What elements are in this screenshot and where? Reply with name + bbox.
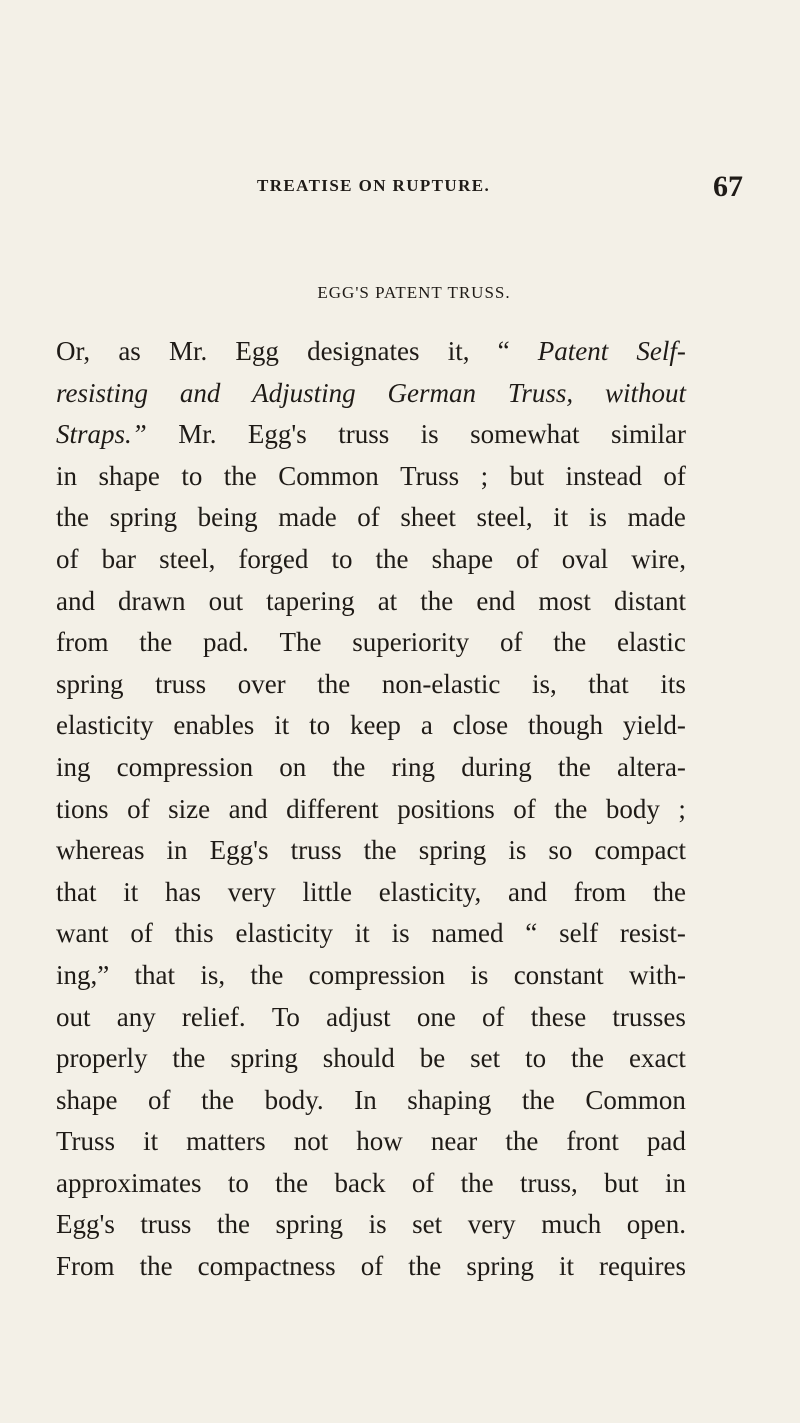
- word: ing: [56, 751, 91, 782]
- word: is: [420, 419, 439, 450]
- word: these: [530, 1001, 587, 1032]
- word: of: [148, 1084, 171, 1115]
- word: Patent: [537, 336, 609, 366]
- word: want: [56, 918, 109, 949]
- word: truss: [140, 1209, 192, 1240]
- word: open.: [626, 1209, 686, 1240]
- word: the: [554, 793, 588, 824]
- word: German: [387, 377, 477, 408]
- word: distant: [613, 585, 686, 616]
- section-heading: EGG'S PATENT TRUSS.: [317, 283, 511, 302]
- word: the: [250, 959, 284, 990]
- word: truss: [290, 835, 342, 866]
- body-text: [56, 331, 686, 1288]
- word: elasticity: [56, 710, 154, 741]
- word: and: [228, 793, 268, 824]
- running-head: [0, 170, 800, 210]
- word: the: [571, 1043, 605, 1074]
- word: truss: [338, 419, 390, 450]
- word: of: [360, 1251, 384, 1282]
- word: from: [56, 627, 109, 658]
- word: it: [274, 710, 290, 741]
- word: end: [476, 585, 516, 616]
- word: exact: [628, 1043, 686, 1074]
- text-line: [56, 1163, 686, 1205]
- word: approximates: [56, 1167, 202, 1198]
- word: spring: [275, 1209, 344, 1240]
- word: elasticity,: [378, 876, 482, 907]
- word: the: [56, 502, 89, 533]
- word: the: [223, 460, 257, 491]
- word: at: [377, 585, 398, 616]
- word: of: [663, 460, 686, 491]
- word: over: [237, 668, 286, 699]
- word: this: [174, 918, 214, 949]
- word: out: [56, 1001, 91, 1032]
- word: with-: [628, 959, 686, 990]
- word: “: [525, 918, 538, 949]
- word: Egg: [235, 336, 279, 366]
- text-line: [56, 497, 686, 539]
- word: shape: [431, 543, 494, 574]
- word: different: [286, 793, 379, 824]
- word: Truss: [56, 1126, 116, 1157]
- word: the: [363, 835, 397, 866]
- word: tapering: [266, 585, 355, 616]
- text-line: [56, 955, 686, 997]
- word: the: [317, 668, 351, 699]
- word: resist-: [619, 918, 686, 949]
- word: to: [525, 1043, 547, 1074]
- word: Mr.: [168, 336, 208, 366]
- text-line: [56, 581, 686, 623]
- word: Straps.”: [56, 419, 147, 450]
- page-number: 67: [713, 170, 743, 203]
- word: that: [588, 668, 629, 699]
- word: the: [553, 627, 587, 658]
- word: on: [279, 751, 307, 782]
- word: resisting: [56, 377, 149, 408]
- word: ing,”: [56, 959, 110, 990]
- word: the: [172, 1043, 206, 1074]
- word: close: [452, 710, 509, 741]
- word: made: [627, 502, 686, 533]
- word: the: [139, 627, 173, 658]
- word: set: [470, 1043, 501, 1074]
- word: the: [332, 751, 366, 782]
- word: of: [130, 918, 153, 949]
- word: as: [118, 336, 141, 366]
- word: adjust: [326, 1001, 391, 1032]
- text-line: [56, 747, 686, 789]
- word: made: [278, 502, 337, 533]
- word: enables: [173, 710, 255, 741]
- word: shaping: [407, 1084, 492, 1115]
- word: that: [56, 876, 97, 907]
- word: superiority: [352, 627, 470, 658]
- word: the: [420, 585, 454, 616]
- word: pad: [646, 1126, 686, 1157]
- running-title: TREATISE ON RUPTURE.: [257, 176, 491, 195]
- word: much: [541, 1209, 602, 1240]
- word: matters: [186, 1126, 266, 1157]
- word: Egg's: [56, 1209, 115, 1240]
- word: elastic: [616, 627, 686, 658]
- text-line: [56, 1038, 686, 1080]
- word: so: [548, 835, 573, 866]
- word: trusses: [612, 1001, 686, 1032]
- word: the: [216, 1209, 250, 1240]
- word: in: [56, 460, 78, 491]
- word: but: [604, 1167, 639, 1198]
- word: compact: [594, 835, 686, 866]
- word: it: [558, 1251, 574, 1282]
- word: non-elastic: [381, 668, 501, 699]
- word: elasticity: [235, 918, 333, 949]
- word: Truss,: [507, 377, 574, 408]
- word: instead: [565, 460, 642, 491]
- word: is,: [200, 959, 226, 990]
- word: forged: [238, 543, 309, 574]
- word: steel,: [159, 543, 216, 574]
- word: it: [123, 876, 139, 907]
- word: relief.: [181, 1001, 246, 1032]
- word: size: [168, 793, 211, 824]
- word: body.: [264, 1084, 324, 1115]
- word: the: [139, 1251, 173, 1282]
- word: sheet: [400, 502, 456, 533]
- word: to: [181, 460, 203, 491]
- word: it: [354, 918, 370, 949]
- word: not: [293, 1126, 329, 1157]
- word: spring: [230, 1043, 298, 1074]
- word: whereas: [56, 835, 145, 866]
- word: front: [566, 1126, 619, 1157]
- word: spring: [466, 1251, 534, 1282]
- word: the: [201, 1084, 235, 1115]
- word: compactness: [197, 1251, 336, 1282]
- text-line: [56, 1080, 686, 1122]
- word: Self-: [636, 336, 686, 366]
- word: is: [391, 918, 410, 949]
- word: it,: [447, 336, 470, 366]
- word: without: [604, 377, 686, 408]
- word: how: [356, 1126, 403, 1157]
- word: Or,: [56, 336, 91, 366]
- word: and: [56, 585, 95, 616]
- word: “: [497, 336, 510, 366]
- word: is: [588, 502, 607, 533]
- word: is,: [531, 668, 557, 699]
- word: truss: [155, 668, 207, 699]
- word: To: [271, 1001, 300, 1032]
- text-line: [56, 1204, 686, 1246]
- word: of: [357, 502, 380, 533]
- word: Truss: [400, 460, 460, 491]
- word: to: [309, 710, 331, 741]
- word: self: [559, 918, 599, 949]
- word: ;: [678, 793, 686, 824]
- word: The: [279, 627, 322, 658]
- word: pad.: [202, 627, 249, 658]
- word: spring: [418, 835, 487, 866]
- word: positions: [397, 793, 495, 824]
- text-line: [56, 997, 686, 1039]
- text-line: [56, 539, 686, 581]
- word: truss,: [520, 1167, 578, 1198]
- word: shape: [56, 1084, 118, 1115]
- word: in: [664, 1167, 686, 1198]
- word: to: [227, 1167, 249, 1198]
- word: spring: [109, 502, 178, 533]
- text-line: [56, 414, 686, 456]
- word: is: [470, 959, 489, 990]
- text-line: [56, 622, 686, 664]
- word: compression: [116, 751, 254, 782]
- text-line: [56, 1246, 686, 1288]
- text-line: [56, 1121, 686, 1163]
- word: set: [412, 1209, 443, 1240]
- word: ;: [480, 460, 489, 491]
- word: and: [507, 876, 547, 907]
- word: Mr.: [178, 419, 217, 450]
- word: out: [208, 585, 244, 616]
- word: that: [134, 959, 176, 990]
- word: be: [419, 1043, 446, 1074]
- word: and: [179, 377, 221, 408]
- word: little: [302, 876, 352, 907]
- word: its: [660, 668, 686, 699]
- word: constant: [513, 959, 604, 990]
- word: the: [408, 1251, 442, 1282]
- word: has: [165, 876, 202, 907]
- text-line: [56, 830, 686, 872]
- word: but: [509, 460, 545, 491]
- word: drawn: [118, 585, 186, 616]
- word: yield-: [622, 710, 686, 741]
- word: oval: [561, 543, 609, 574]
- word: the: [375, 543, 409, 574]
- word: steel,: [476, 502, 533, 533]
- word: the: [652, 876, 686, 907]
- word: Egg's: [209, 835, 269, 866]
- word: shape: [98, 460, 160, 491]
- word: from: [573, 876, 627, 907]
- word: in: [166, 835, 188, 866]
- word: during: [461, 751, 532, 782]
- word: the: [275, 1167, 309, 1198]
- word: requires: [599, 1251, 686, 1282]
- word: back: [334, 1167, 386, 1198]
- text-line: [56, 789, 686, 831]
- word: very: [467, 1209, 516, 1240]
- word: being: [197, 502, 258, 533]
- word: Common: [278, 460, 379, 491]
- word: wire,: [631, 543, 686, 574]
- word: the: [557, 751, 591, 782]
- text-line: [56, 872, 686, 914]
- text-line: [56, 705, 686, 747]
- word: of: [411, 1167, 435, 1198]
- word: named: [431, 918, 504, 949]
- word: of: [499, 627, 523, 658]
- word: the: [505, 1126, 539, 1157]
- word: the: [460, 1167, 494, 1198]
- word: is: [508, 835, 527, 866]
- word: From: [56, 1251, 115, 1282]
- word: altera-: [616, 751, 686, 782]
- word: one: [416, 1001, 456, 1032]
- word: any: [116, 1001, 156, 1032]
- word: keep: [349, 710, 401, 741]
- word: Egg's: [247, 419, 307, 450]
- word: similar: [610, 419, 686, 450]
- word: properly: [56, 1043, 148, 1074]
- word: is: [368, 1209, 387, 1240]
- word: ring: [391, 751, 436, 782]
- word: somewhat: [470, 419, 580, 450]
- word: In: [354, 1084, 377, 1115]
- word: designates: [307, 336, 420, 366]
- word: body: [605, 793, 660, 824]
- text-line: [56, 331, 686, 373]
- word: most: [538, 585, 591, 616]
- word: of: [513, 793, 536, 824]
- word: of: [482, 1001, 505, 1032]
- word: bar: [101, 543, 137, 574]
- word: of: [127, 793, 150, 824]
- word: of: [516, 543, 539, 574]
- text-line: [56, 456, 686, 498]
- word: a: [420, 710, 433, 741]
- word: Adjusting: [252, 377, 356, 408]
- text-line: [56, 664, 686, 706]
- word: spring: [56, 668, 124, 699]
- word: the: [521, 1084, 555, 1115]
- word: Common: [585, 1084, 686, 1115]
- word: it: [143, 1126, 159, 1157]
- word: tions: [56, 793, 109, 824]
- word: though: [528, 710, 604, 741]
- word: it: [553, 502, 569, 533]
- word: compression: [308, 959, 446, 990]
- word: should: [322, 1043, 395, 1074]
- word: near: [430, 1126, 478, 1157]
- word: of: [56, 543, 79, 574]
- word: to: [331, 543, 353, 574]
- text-line: [56, 373, 686, 415]
- text-line: [56, 913, 686, 955]
- word: very: [227, 876, 276, 907]
